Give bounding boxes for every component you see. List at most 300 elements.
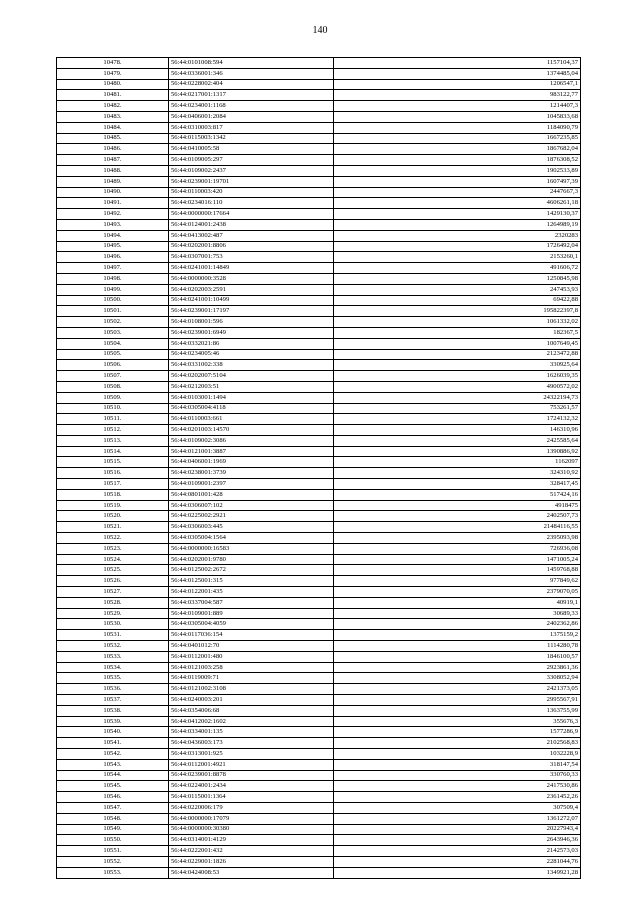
- row-number-cell: 10523.: [57, 543, 169, 554]
- cadastral-number-cell: 56:44:0224001:2434: [169, 781, 334, 792]
- table-row: [57, 306, 581, 317]
- cadastral-number-cell: 56:44:0229001:1826: [169, 856, 334, 867]
- row-number-cell: 10515.: [57, 457, 169, 468]
- row-number-cell: 10485.: [57, 133, 169, 144]
- table-row: [57, 630, 581, 641]
- table-row: [57, 576, 581, 587]
- cadastral-number-cell: 56:44:0202007:5104: [169, 371, 334, 382]
- table-row: [57, 187, 581, 198]
- cadastral-number-cell: 56:44:0202003:2591: [169, 284, 334, 295]
- table-row: [57, 597, 581, 608]
- table-row: [57, 284, 581, 295]
- row-number-cell: 10548.: [57, 813, 169, 824]
- value-cell: 1114280,78: [334, 641, 581, 652]
- cadastral-number-cell: 56:44:0239001:6949: [169, 327, 334, 338]
- table-row: [57, 79, 581, 90]
- table-row: [57, 781, 581, 792]
- cadastral-number-cell: 56:44:0101008:594: [169, 58, 334, 69]
- row-number-cell: 10522.: [57, 533, 169, 544]
- value-cell: 491606,72: [334, 263, 581, 274]
- value-cell: 1157104,37: [334, 58, 581, 69]
- row-number-cell: 10542.: [57, 749, 169, 760]
- row-number-cell: 10549.: [57, 824, 169, 835]
- row-number-cell: 10513.: [57, 435, 169, 446]
- row-number-cell: 10479.: [57, 68, 169, 79]
- table-row: [57, 468, 581, 479]
- cadastral-number-cell: 56:44:0110003:420: [169, 187, 334, 198]
- table-row: [57, 403, 581, 414]
- row-number-cell: 10495.: [57, 241, 169, 252]
- table-row: [57, 58, 581, 69]
- value-cell: 69422,88: [334, 295, 581, 306]
- value-cell: 1390886,92: [334, 446, 581, 457]
- cadastral-number-cell: 56:44:0337004:587: [169, 597, 334, 608]
- cadastral-number-cell: 56:44:0122001:435: [169, 587, 334, 598]
- table-row: [57, 176, 581, 187]
- table-row: [57, 381, 581, 392]
- table-row: [57, 619, 581, 630]
- table-row: [57, 338, 581, 349]
- cadastral-number-cell: 56:44:0112001:4921: [169, 759, 334, 770]
- value-cell: 4606261,18: [334, 198, 581, 209]
- value-cell: 330760,33: [334, 770, 581, 781]
- table-row: [57, 68, 581, 79]
- cadastral-number-cell: 56:44:0305004:4118: [169, 403, 334, 414]
- row-number-cell: 10508.: [57, 381, 169, 392]
- table-row: [57, 651, 581, 662]
- value-cell: 977849,62: [334, 576, 581, 587]
- table-row: [57, 479, 581, 490]
- cadastral-number-cell: 56:44:0103001:1494: [169, 392, 334, 403]
- value-cell: 1867682,04: [334, 144, 581, 155]
- value-cell: 1206547,1: [334, 79, 581, 90]
- table-row: [57, 446, 581, 457]
- value-cell: 324310,92: [334, 468, 581, 479]
- value-cell: 2402507,73: [334, 511, 581, 522]
- value-cell: 1607497,39: [334, 176, 581, 187]
- value-cell: 1846100,57: [334, 651, 581, 662]
- cadastral-number-cell: 56:44:0000000:16583: [169, 543, 334, 554]
- row-number-cell: 10535.: [57, 673, 169, 684]
- table-row: [57, 122, 581, 133]
- row-number-cell: 10497.: [57, 263, 169, 274]
- row-number-cell: 10481.: [57, 90, 169, 101]
- row-number-cell: 10520.: [57, 511, 169, 522]
- value-cell: 1361272,07: [334, 813, 581, 824]
- cadastral-number-cell: 56:44:0313001:925: [169, 749, 334, 760]
- table-row: [57, 846, 581, 857]
- value-cell: 2402362,86: [334, 619, 581, 630]
- row-number-cell: 10491.: [57, 198, 169, 209]
- cadastral-number-cell: 56:44:0436003:173: [169, 738, 334, 749]
- value-cell: 2123472,88: [334, 349, 581, 360]
- cadastral-number-cell: 56:44:0109002:2437: [169, 165, 334, 176]
- cadastral-number-cell: 56:44:0239001:17197: [169, 306, 334, 317]
- table-row: [57, 230, 581, 241]
- table-row: [57, 111, 581, 122]
- cadastral-number-cell: 56:44:0225002:2921: [169, 511, 334, 522]
- table-row: [57, 543, 581, 554]
- cadastral-number-cell: 56:44:0241001:14849: [169, 263, 334, 274]
- cadastral-number-cell: 56:44:0334001:135: [169, 727, 334, 738]
- table-row: [57, 641, 581, 652]
- cadastral-number-cell: 56:44:0410005:58: [169, 144, 334, 155]
- page-number: 140: [312, 25, 328, 36]
- row-number-cell: 10507.: [57, 371, 169, 382]
- value-cell: 24322194,73: [334, 392, 581, 403]
- cadastral-number-cell: 56:44:0331002:338: [169, 360, 334, 371]
- value-cell: 1061332,02: [334, 317, 581, 328]
- value-cell: 1349921,28: [334, 867, 581, 878]
- value-cell: 1374485,04: [334, 68, 581, 79]
- table-row: [57, 392, 581, 403]
- cadastral-number-cell: 56:44:0115001:1364: [169, 792, 334, 803]
- cadastral-number-cell: 56:44:0121002:3108: [169, 684, 334, 695]
- row-number-cell: 10519.: [57, 500, 169, 511]
- row-number-cell: 10478.: [57, 58, 169, 69]
- value-cell: 983122,77: [334, 90, 581, 101]
- row-number-cell: 10518.: [57, 489, 169, 500]
- row-number-cell: 10540.: [57, 727, 169, 738]
- table-row: [57, 273, 581, 284]
- table-row: [57, 360, 581, 371]
- table-row: [57, 144, 581, 155]
- table-row: [57, 856, 581, 867]
- cadastral-number-cell: 56:44:0110003:661: [169, 414, 334, 425]
- value-cell: 247453,93: [334, 284, 581, 295]
- table-row: [57, 770, 581, 781]
- value-cell: 1264989,19: [334, 219, 581, 230]
- cadastral-number-cell: 56:44:0109001:2397: [169, 479, 334, 490]
- value-cell: 2320283: [334, 230, 581, 241]
- cadastral-number-cell: 56:44:0306003:445: [169, 522, 334, 533]
- table-row: [57, 522, 581, 533]
- cadastral-number-cell: 56:44:0000000:30380: [169, 824, 334, 835]
- value-cell: 1667235,85: [334, 133, 581, 144]
- row-number-cell: 10529.: [57, 608, 169, 619]
- table-row: [57, 565, 581, 576]
- table-row: [57, 349, 581, 360]
- cadastral-number-cell: 56:44:0413002:487: [169, 230, 334, 241]
- table-row: [57, 792, 581, 803]
- registry-table: [56, 57, 581, 879]
- value-cell: 2425585,64: [334, 435, 581, 446]
- row-number-cell: 10493.: [57, 219, 169, 230]
- value-cell: 1045833,68: [334, 111, 581, 122]
- cadastral-number-cell: 56:44:0238001:3739: [169, 468, 334, 479]
- value-cell: 2142573,03: [334, 846, 581, 857]
- row-number-cell: 10516.: [57, 468, 169, 479]
- table-row: [57, 263, 581, 274]
- table-row: [57, 662, 581, 673]
- value-cell: 4918475: [334, 500, 581, 511]
- table-row: [57, 511, 581, 522]
- table-row: [57, 317, 581, 328]
- row-number-cell: 10525.: [57, 565, 169, 576]
- cadastral-number-cell: 56:44:0124001:2438: [169, 219, 334, 230]
- table-row: [57, 165, 581, 176]
- row-number-cell: 10530.: [57, 619, 169, 630]
- value-cell: 1363755,99: [334, 705, 581, 716]
- row-number-cell: 10537.: [57, 695, 169, 706]
- row-number-cell: 10526.: [57, 576, 169, 587]
- row-number-cell: 10488.: [57, 165, 169, 176]
- cadastral-number-cell: 56:44:0336001:346: [169, 68, 334, 79]
- value-cell: 1007649,45: [334, 338, 581, 349]
- cadastral-number-cell: 56:44:0239001:19701: [169, 176, 334, 187]
- row-number-cell: 10517.: [57, 479, 169, 490]
- cadastral-number-cell: 56:44:0121001:3887: [169, 446, 334, 457]
- cadastral-number-cell: 56:44:0406001:2084: [169, 111, 334, 122]
- row-number-cell: 10498.: [57, 273, 169, 284]
- cadastral-number-cell: 56:44:0228002:404: [169, 79, 334, 90]
- table-row: [57, 209, 581, 220]
- row-number-cell: 10531.: [57, 630, 169, 641]
- row-number-cell: 10482.: [57, 101, 169, 112]
- value-cell: 21484116,55: [334, 522, 581, 533]
- table-row: [57, 749, 581, 760]
- row-number-cell: 10550.: [57, 835, 169, 846]
- table-row: [57, 414, 581, 425]
- value-cell: 1626039,35: [334, 371, 581, 382]
- cadastral-number-cell: 56:44:0240003:201: [169, 695, 334, 706]
- row-number-cell: 10501.: [57, 306, 169, 317]
- row-number-cell: 10506.: [57, 360, 169, 371]
- cadastral-number-cell: 56:44:0000000:17079: [169, 813, 334, 824]
- cadastral-number-cell: 56:44:0202001:8806: [169, 241, 334, 252]
- row-number-cell: 10503.: [57, 327, 169, 338]
- row-number-cell: 10484.: [57, 122, 169, 133]
- row-number-cell: 10483.: [57, 111, 169, 122]
- value-cell: 30689,33: [334, 608, 581, 619]
- cadastral-number-cell: 56:44:0305004:1564: [169, 533, 334, 544]
- cadastral-number-cell: 56:44:0314001:4129: [169, 835, 334, 846]
- cadastral-number-cell: 56:44:0307001:753: [169, 252, 334, 263]
- cadastral-number-cell: 56:44:0109005:297: [169, 155, 334, 166]
- value-cell: 1250845,98: [334, 273, 581, 284]
- cadastral-number-cell: 56:44:0234016:110: [169, 198, 334, 209]
- cadastral-number-cell: 56:44:0332021:86: [169, 338, 334, 349]
- value-cell: 318147,54: [334, 759, 581, 770]
- value-cell: 3308052,94: [334, 673, 581, 684]
- value-cell: 1459768,88: [334, 565, 581, 576]
- table-row: [57, 371, 581, 382]
- table-row: [57, 252, 581, 263]
- table-row: [57, 435, 581, 446]
- cadastral-number-cell: 56:44:0217001:1317: [169, 90, 334, 101]
- cadastral-number-cell: 56:44:0109001:889: [169, 608, 334, 619]
- value-cell: 753261,57: [334, 403, 581, 414]
- value-cell: 2281044,76: [334, 856, 581, 867]
- row-number-cell: 10486.: [57, 144, 169, 155]
- value-cell: 2995567,91: [334, 695, 581, 706]
- table-row: [57, 705, 581, 716]
- registry-table-body: [57, 58, 581, 879]
- row-number-cell: 10528.: [57, 597, 169, 608]
- value-cell: 1726492,04: [334, 241, 581, 252]
- cadastral-number-cell: 56:44:0125002:2672: [169, 565, 334, 576]
- row-number-cell: 10536.: [57, 684, 169, 695]
- cadastral-number-cell: 56:44:0000000:3528: [169, 273, 334, 284]
- value-cell: 2923861,36: [334, 662, 581, 673]
- table-row: [57, 759, 581, 770]
- value-cell: 182367,5: [334, 327, 581, 338]
- row-number-cell: 10533.: [57, 651, 169, 662]
- table-row: [57, 684, 581, 695]
- cadastral-number-cell: 56:44:0239001:8878: [169, 770, 334, 781]
- table-row: [57, 554, 581, 565]
- row-number-cell: 10541.: [57, 738, 169, 749]
- cadastral-number-cell: 56:44:0202001:9780: [169, 554, 334, 565]
- cadastral-number-cell: 56:44:0401012:70: [169, 641, 334, 652]
- table-row: [57, 695, 581, 706]
- table-row: [57, 673, 581, 684]
- value-cell: 1902533,89: [334, 165, 581, 176]
- row-number-cell: 10538.: [57, 705, 169, 716]
- value-cell: 1184090,79: [334, 122, 581, 133]
- row-number-cell: 10487.: [57, 155, 169, 166]
- table-row: [57, 327, 581, 338]
- row-number-cell: 10511.: [57, 414, 169, 425]
- value-cell: 1724132,32: [334, 414, 581, 425]
- value-cell: 1471005,24: [334, 554, 581, 565]
- row-number-cell: 10499.: [57, 284, 169, 295]
- row-number-cell: 10492.: [57, 209, 169, 220]
- value-cell: 2417530,86: [334, 781, 581, 792]
- table-row: [57, 835, 581, 846]
- table-row: [57, 101, 581, 112]
- table-row: [57, 727, 581, 738]
- table-row: [57, 133, 581, 144]
- value-cell: 355676,3: [334, 716, 581, 727]
- table-row: [57, 802, 581, 813]
- cadastral-number-cell: 56:44:0412002:1602: [169, 716, 334, 727]
- row-number-cell: 10543.: [57, 759, 169, 770]
- cadastral-number-cell: 56:44:0121003:258: [169, 662, 334, 673]
- row-number-cell: 10532.: [57, 641, 169, 652]
- table-row: [57, 90, 581, 101]
- value-cell: 1214407,3: [334, 101, 581, 112]
- value-cell: 517424,16: [334, 489, 581, 500]
- row-number-cell: 10545.: [57, 781, 169, 792]
- value-cell: 4900572,02: [334, 381, 581, 392]
- cadastral-number-cell: 56:44:0212003:51: [169, 381, 334, 392]
- cadastral-number-cell: 56:44:0222001:432: [169, 846, 334, 857]
- cadastral-number-cell: 56:44:0801001:428: [169, 489, 334, 500]
- row-number-cell: 10505.: [57, 349, 169, 360]
- row-number-cell: 10490.: [57, 187, 169, 198]
- table-row: [57, 500, 581, 511]
- value-cell: 2102568,83: [334, 738, 581, 749]
- row-number-cell: 10514.: [57, 446, 169, 457]
- cadastral-number-cell: 56:44:0354006:68: [169, 705, 334, 716]
- table-row: [57, 241, 581, 252]
- value-cell: 40919,1: [334, 597, 581, 608]
- row-number-cell: 10524.: [57, 554, 169, 565]
- value-cell: 2379070,05: [334, 587, 581, 598]
- table-row: [57, 155, 581, 166]
- value-cell: 146310,96: [334, 425, 581, 436]
- row-number-cell: 10527.: [57, 587, 169, 598]
- value-cell: 2361452,26: [334, 792, 581, 803]
- row-number-cell: 10504.: [57, 338, 169, 349]
- cadastral-number-cell: 56:44:0112001:480: [169, 651, 334, 662]
- table-row: [57, 813, 581, 824]
- table-row: [57, 587, 581, 598]
- row-number-cell: 10544.: [57, 770, 169, 781]
- row-number-cell: 10500.: [57, 295, 169, 306]
- value-cell: 328417,45: [334, 479, 581, 490]
- row-number-cell: 10534.: [57, 662, 169, 673]
- row-number-cell: 10552.: [57, 856, 169, 867]
- row-number-cell: 10494.: [57, 230, 169, 241]
- cadastral-number-cell: 56:44:0234001:1168: [169, 101, 334, 112]
- value-cell: 330925,64: [334, 360, 581, 371]
- row-number-cell: 10551.: [57, 846, 169, 857]
- table-row: [57, 425, 581, 436]
- table-row: [57, 608, 581, 619]
- table-row: [57, 738, 581, 749]
- cadastral-number-cell: 56:44:0117036:154: [169, 630, 334, 641]
- row-number-cell: 10509.: [57, 392, 169, 403]
- cadastral-number-cell: 56:44:0201003:14570: [169, 425, 334, 436]
- table-row: [57, 198, 581, 209]
- table-row: [57, 867, 581, 878]
- value-cell: 1429130,37: [334, 209, 581, 220]
- value-cell: 1876308,52: [334, 155, 581, 166]
- table-row: [57, 533, 581, 544]
- cadastral-number-cell: 56:44:0220006:179: [169, 802, 334, 813]
- cadastral-number-cell: 56:44:0305004:4059: [169, 619, 334, 630]
- value-cell: 195822397,8: [334, 306, 581, 317]
- value-cell: 1577286,9: [334, 727, 581, 738]
- cadastral-number-cell: 56:44:0125001:315: [169, 576, 334, 587]
- row-number-cell: 10546.: [57, 792, 169, 803]
- value-cell: 726936,08: [334, 543, 581, 554]
- value-cell: 2447667,3: [334, 187, 581, 198]
- cadastral-number-cell: 56:44:0310003:817: [169, 122, 334, 133]
- value-cell: 307509,4: [334, 802, 581, 813]
- row-number-cell: 10512.: [57, 425, 169, 436]
- cadastral-number-cell: 56:44:0115003:1342: [169, 133, 334, 144]
- value-cell: 1032228,9: [334, 749, 581, 760]
- cadastral-number-cell: 56:44:0424008:53: [169, 867, 334, 878]
- table-row: [57, 219, 581, 230]
- table-row: [57, 457, 581, 468]
- value-cell: 1162097: [334, 457, 581, 468]
- cadastral-number-cell: 56:44:0234005:46: [169, 349, 334, 360]
- cadastral-number-cell: 56:44:0108001:596: [169, 317, 334, 328]
- cadastral-number-cell: 56:44:0109002:3086: [169, 435, 334, 446]
- table-row: [57, 489, 581, 500]
- row-number-cell: 10547.: [57, 802, 169, 813]
- cadastral-number-cell: 56:44:0241001:10499: [169, 295, 334, 306]
- table-row: [57, 824, 581, 835]
- value-cell: 20227943,4: [334, 824, 581, 835]
- row-number-cell: 10496.: [57, 252, 169, 263]
- row-number-cell: 10521.: [57, 522, 169, 533]
- value-cell: 2421373,05: [334, 684, 581, 695]
- cadastral-number-cell: 56:44:0306007:102: [169, 500, 334, 511]
- cadastral-number-cell: 56:44:0119009:71: [169, 673, 334, 684]
- value-cell: 2395093,98: [334, 533, 581, 544]
- value-cell: 2153260,1: [334, 252, 581, 263]
- table-row: [57, 716, 581, 727]
- table-row: [57, 295, 581, 306]
- row-number-cell: 10480.: [57, 79, 169, 90]
- cadastral-number-cell: 56:44:0000000:17664: [169, 209, 334, 220]
- row-number-cell: 10553.: [57, 867, 169, 878]
